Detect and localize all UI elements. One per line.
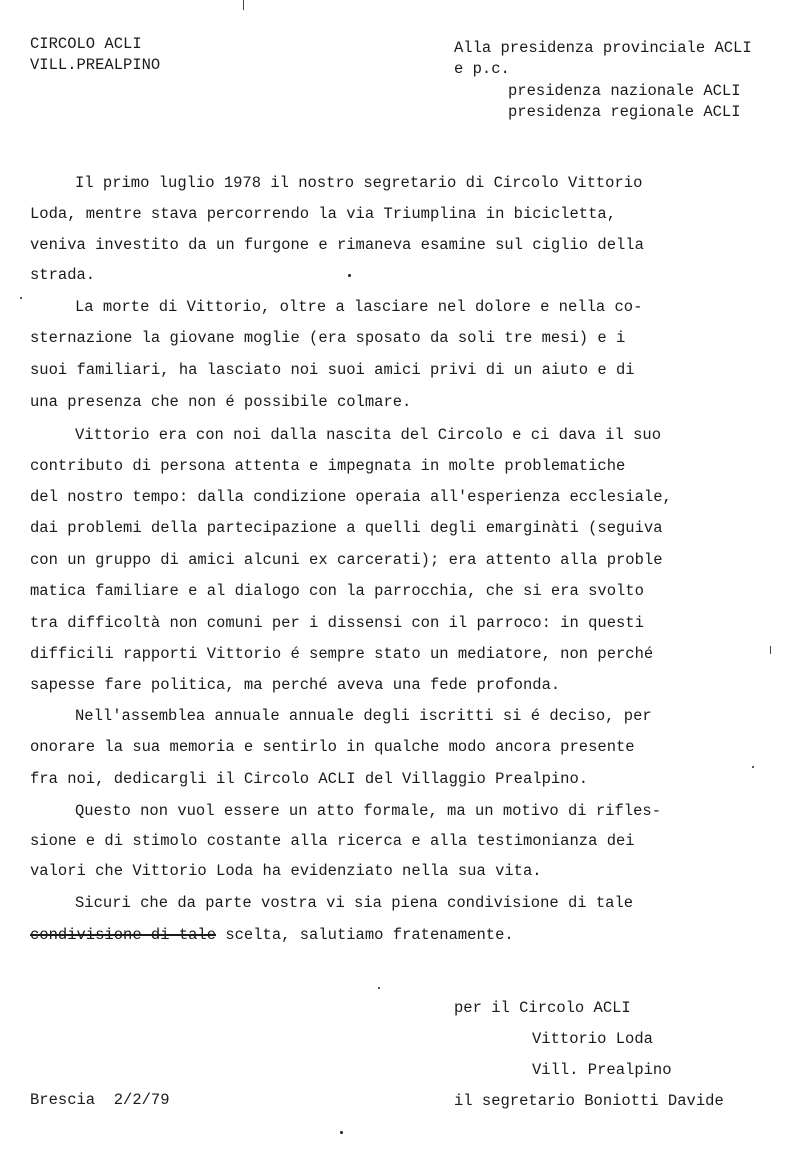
scan-speck: [752, 766, 754, 768]
body-line: sione e di stimolo costante alla ricerca e alla testimonianza dei: [30, 832, 635, 850]
body-line: Vittorio era con noi dalla nascita del Circolo e ci dava il suo: [75, 426, 661, 444]
body-line: suoi familiari, ha lasciato noi suoi amici privi di un aiuto e di: [30, 361, 635, 379]
scan-speck: [378, 987, 380, 989]
body-line: Il primo luglio 1978 il nostro segretario di Circolo Vittorio: [75, 174, 643, 192]
scan-mark: [243, 0, 244, 10]
recipient-line-1: Alla presidenza provinciale ACLI: [454, 39, 752, 57]
recipient-line-4: presidenza regionale ACLI: [508, 103, 741, 121]
place-date: Brescia 2/2/79: [30, 1091, 170, 1109]
body-line: contributo di persona attenta e impegnata in molte problematiche: [30, 457, 626, 475]
signature-line-3: Vill. Prealpino: [532, 1061, 672, 1079]
body-line: sternazione la giovane moglie (era sposato da soli tre mesi) e i: [30, 329, 626, 347]
recipient-line-2: e p.c.: [454, 60, 510, 78]
body-line: Questo non vuol essere un atto formale, ma un motivo di rifles-: [75, 802, 661, 820]
body-line: Nell'assemblea annuale annuale degli iscritti si é deciso, per: [75, 707, 652, 725]
body-line: una presenza che non é possibile colmare.: [30, 393, 412, 411]
body-last-line: [30, 928, 514, 944]
body-line: difficili rapporti Vittorio é sempre stato un mediatore, non perché: [30, 645, 654, 663]
signature-line-1: per il Circolo ACLI: [454, 999, 631, 1017]
body-line: fra noi, dedicargli il Circolo ACLI del Villaggio Prealpino.: [30, 770, 589, 788]
body-line: del nostro tempo: dalla condizione operaia all'esperienza ecclesiale,: [30, 488, 672, 506]
scan-speck: [348, 274, 351, 277]
signature-line-4: il segretario Boniotti Davide: [454, 1092, 724, 1110]
body-line: matica familiare e al dialogo con la parrocchia, che si era svolto: [30, 582, 644, 600]
body-line: con un gruppo di amici alcuni ex carcerati); era attento alla proble: [30, 551, 663, 569]
sender-line-1: CIRCOLO ACLI: [30, 35, 142, 53]
body-line: Sicuri che da parte vostra vi sia piena condivisione di tale: [75, 894, 634, 912]
body-line: Loda, mentre stava percorrendo la via Triumplina in bicicletta,: [30, 205, 616, 223]
sender-line-2: VILL.PREALPINO: [30, 56, 161, 74]
body-line: onorare la sua memoria e sentirlo in qualche modo ancora presente: [30, 738, 635, 756]
scan-speck: [20, 297, 22, 299]
body-line: La morte di Vittorio, oltre a lasciare nel dolore e nella co-: [75, 298, 643, 316]
recipient-line-3: presidenza nazionale ACLI: [508, 82, 741, 100]
scan-mark: [770, 646, 771, 654]
body-line: dai problemi della partecipazione a quelli degli emarginàti (seguiva: [30, 519, 663, 537]
scan-speck: [340, 1131, 343, 1134]
body-line: veniva investito da un furgone e rimaneva esamine sul ciglio della: [30, 236, 644, 254]
struck-text: condivisione di tale: [30, 926, 217, 944]
body-line: sapesse fare politica, ma perché aveva una fede profonda.: [30, 676, 561, 694]
signature-line-2: Vittorio Loda: [532, 1030, 653, 1048]
body-line: tra difficoltà non comuni per i dissensi con il parroco: in questi: [30, 614, 644, 632]
body-line: valori che Vittorio Loda ha evidenziato nella sua vita.: [30, 862, 542, 880]
body-line: strada.: [30, 266, 96, 284]
closing-text: scelta, salutiamo fratenamente.: [216, 926, 514, 944]
